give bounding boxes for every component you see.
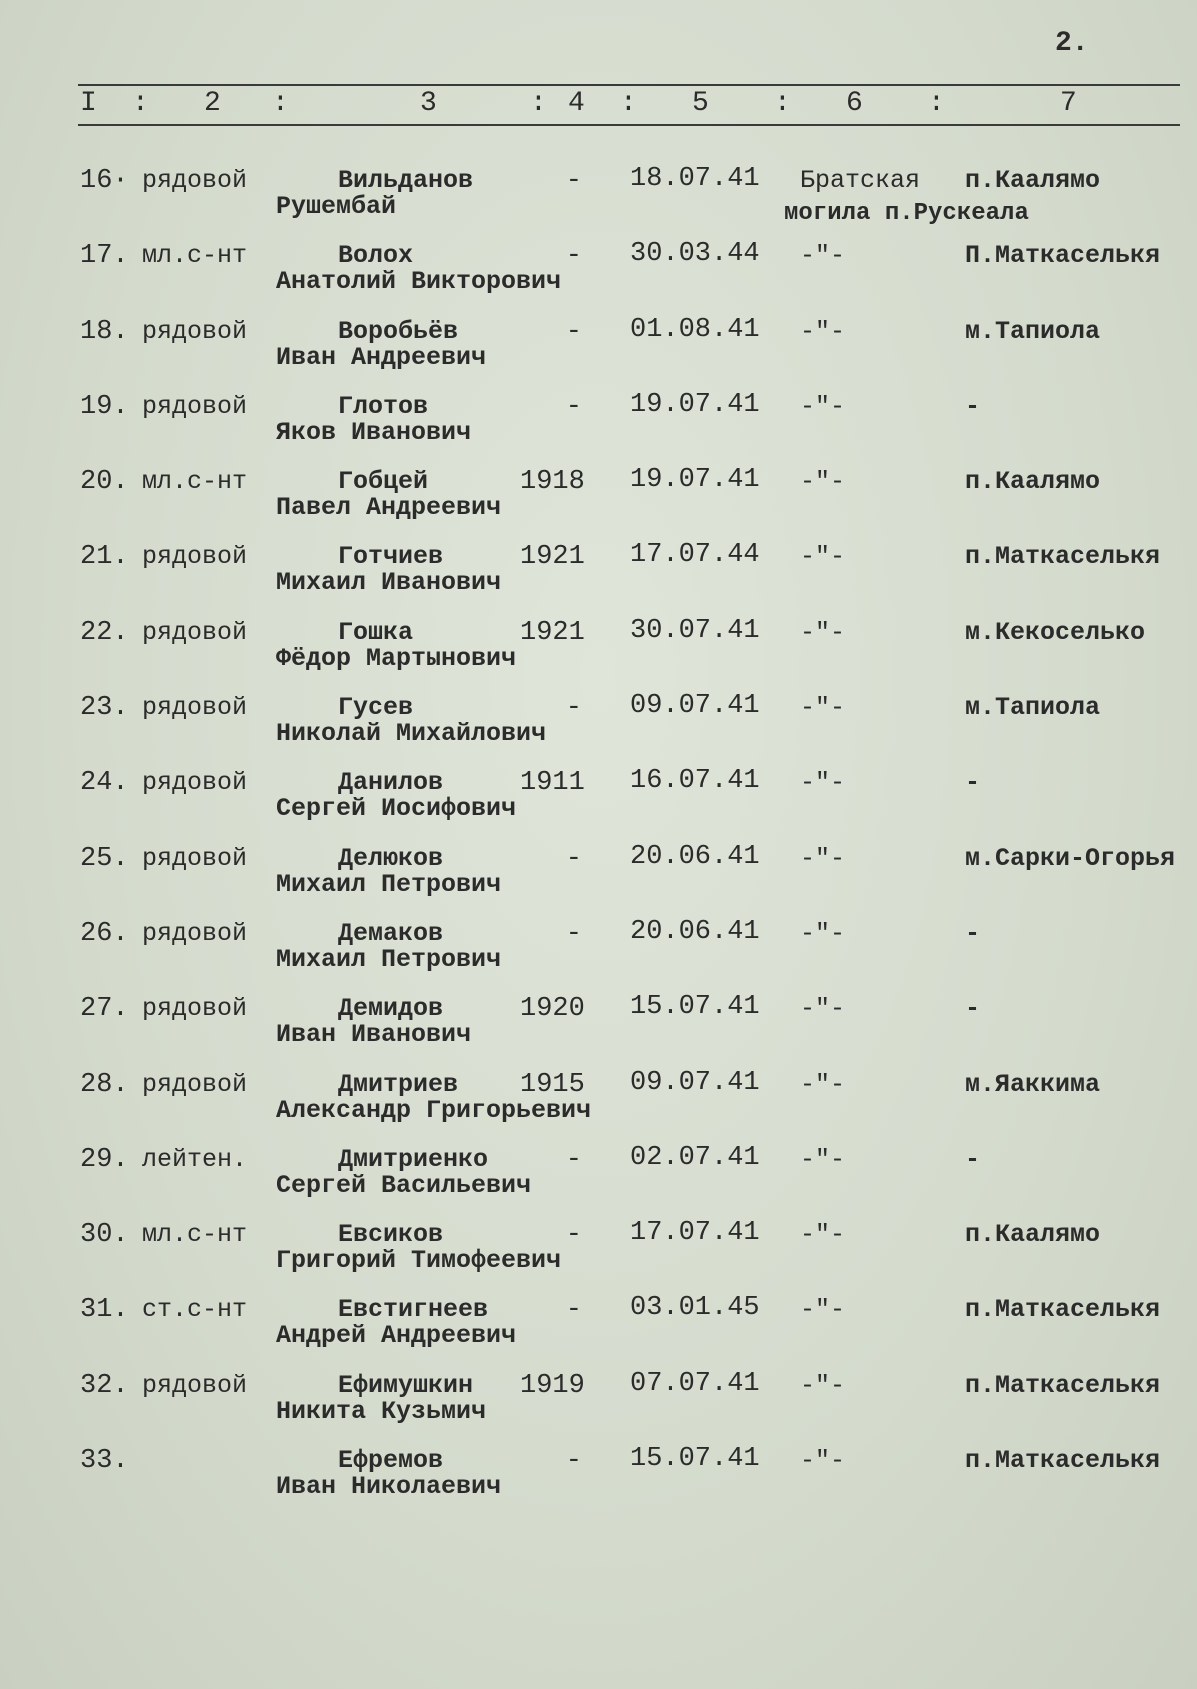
row-surname: Ефремов bbox=[338, 1446, 444, 1476]
row-burial: -"- bbox=[800, 768, 846, 798]
row-burial: -"- bbox=[800, 1370, 846, 1400]
row-surname: Вильданов bbox=[338, 166, 474, 195]
row-given-name: Иван Андреевич bbox=[276, 342, 487, 372]
table-row bbox=[0, 538, 1197, 613]
row-rank: рядовой bbox=[142, 166, 248, 195]
row-surname: Делюков bbox=[338, 843, 444, 873]
table-row bbox=[0, 313, 1197, 388]
row-birth-year: 1915 bbox=[520, 1069, 585, 1100]
row-surname: Ефимушкин bbox=[338, 1370, 474, 1400]
row-place: П.Маткаселькя bbox=[965, 241, 1161, 271]
row-burial-note: могила п.Рускеала bbox=[784, 200, 1029, 227]
row-number: 33. bbox=[80, 1446, 129, 1477]
row-burial: -"- bbox=[800, 467, 846, 497]
row-number: 25. bbox=[80, 843, 129, 874]
row-rank: рядовой bbox=[142, 316, 248, 346]
row-place: м.Яаккима bbox=[965, 1069, 1101, 1099]
row-date: 30.07.41 bbox=[630, 615, 760, 646]
row-given-name: Григорий Тимофеевич bbox=[276, 1246, 562, 1276]
row-number: 23. bbox=[80, 693, 129, 724]
row-date: 01.08.41 bbox=[630, 314, 760, 345]
row-place: м.Тапиола bbox=[965, 693, 1101, 723]
row-place: п.Маткаселькя bbox=[965, 1370, 1161, 1400]
row-date: 20.06.41 bbox=[630, 841, 760, 872]
row-rank: рядовой bbox=[142, 542, 248, 572]
table-row bbox=[0, 1367, 1197, 1442]
header-rule-bottom bbox=[78, 124, 1180, 126]
table-row bbox=[0, 764, 1197, 839]
records-list bbox=[0, 162, 1197, 1517]
row-burial: -"- bbox=[800, 693, 846, 723]
row-rank: рядовой bbox=[142, 1370, 248, 1400]
row-burial: -"- bbox=[800, 241, 846, 271]
row-birth-year: 1921 bbox=[520, 542, 585, 573]
row-surname: Данилов bbox=[338, 768, 444, 798]
row-date: 20.06.41 bbox=[630, 916, 760, 947]
header-col-4: 4 bbox=[568, 88, 585, 119]
table-row bbox=[0, 689, 1197, 764]
row-birth-year: - bbox=[565, 693, 582, 724]
row-number: 19. bbox=[80, 391, 129, 422]
row-burial: -"- bbox=[800, 1220, 846, 1250]
table-row bbox=[0, 614, 1197, 689]
header-sep-1: : bbox=[132, 88, 149, 119]
row-burial: -"- bbox=[800, 994, 846, 1024]
table-row bbox=[0, 388, 1197, 463]
row-birth-year: 1918 bbox=[520, 467, 585, 498]
row-birth-year: - bbox=[565, 1446, 582, 1477]
row-date: 30.03.44 bbox=[630, 239, 760, 270]
row-place: - bbox=[965, 391, 981, 421]
row-given-name: Сергей Иосифович bbox=[276, 794, 517, 824]
row-date: 09.07.41 bbox=[630, 1067, 760, 1098]
header-sep-2: : bbox=[272, 88, 289, 119]
row-birth-year: - bbox=[565, 1144, 582, 1175]
row-given-name: Иван Николаевич bbox=[276, 1472, 502, 1502]
row-number: 21. bbox=[80, 542, 129, 573]
row-given-name: Николай Михайлович bbox=[276, 719, 547, 749]
row-surname: Гусев bbox=[338, 693, 414, 723]
row-number: 31. bbox=[80, 1295, 129, 1326]
row-surname: Дмитриенко bbox=[338, 1144, 489, 1174]
row-given-name: Сергей Васильевич bbox=[276, 1170, 532, 1200]
row-birth-year: - bbox=[565, 918, 582, 949]
row-date: 07.07.41 bbox=[630, 1368, 760, 1399]
row-birth-year: 1911 bbox=[520, 768, 585, 799]
table-row bbox=[0, 990, 1197, 1065]
row-place: - bbox=[965, 768, 981, 798]
row-place: м.Тапиола bbox=[965, 316, 1101, 346]
row-burial: -"- bbox=[800, 1069, 846, 1099]
table-row bbox=[0, 463, 1197, 538]
header-col-2: 2 bbox=[204, 88, 221, 119]
row-number: 32. bbox=[80, 1370, 129, 1401]
row-rank: мл.с-нт bbox=[142, 241, 248, 271]
row-surname: Евсиков bbox=[338, 1220, 444, 1250]
row-place: м.Сарки-Огорья bbox=[965, 843, 1176, 873]
row-given-name: Михаил Петрович bbox=[276, 869, 502, 899]
table-row bbox=[0, 237, 1197, 312]
row-birth-year: - bbox=[565, 166, 582, 196]
row-given-name: Павел Андреевич bbox=[276, 493, 502, 523]
row-date: 16.07.41 bbox=[630, 766, 760, 797]
row-place: п.Маткаселькя bbox=[965, 1446, 1161, 1476]
row-burial: -"- bbox=[800, 1295, 846, 1325]
header-col-7: 7 bbox=[1060, 88, 1077, 119]
table-row bbox=[0, 1291, 1197, 1366]
row-rank: рядовой bbox=[142, 843, 248, 873]
row-burial: -"- bbox=[800, 843, 846, 873]
row-number: 24. bbox=[80, 768, 129, 799]
row-place: п.Маткаселькя bbox=[965, 542, 1161, 572]
row-given-name: Михаил Петрович bbox=[276, 944, 502, 974]
header-col-3: 3 bbox=[420, 88, 437, 119]
table-row bbox=[0, 1066, 1197, 1141]
row-birth-year: - bbox=[565, 1220, 582, 1251]
row-date: 19.07.41 bbox=[630, 389, 760, 420]
row-date: 03.01.45 bbox=[630, 1293, 760, 1324]
row-number: 18. bbox=[80, 316, 129, 347]
row-date: 15.07.41 bbox=[630, 1444, 760, 1475]
table-row bbox=[0, 840, 1197, 915]
table-row bbox=[0, 1216, 1197, 1291]
row-rank: рядовой bbox=[142, 768, 248, 798]
header-sep-6: : bbox=[928, 88, 945, 119]
row-birth-year: - bbox=[565, 843, 582, 874]
row-burial: -"- bbox=[800, 617, 846, 647]
row-place: - bbox=[965, 994, 981, 1024]
row-rank: рядовой bbox=[142, 918, 248, 948]
row-surname: Дмитриев bbox=[338, 1069, 459, 1099]
row-birth-year: 1920 bbox=[520, 994, 585, 1025]
row-place: п.Маткаселькя bbox=[965, 1295, 1161, 1325]
row-number: 16· bbox=[80, 166, 129, 196]
row-burial: -"- bbox=[800, 542, 846, 572]
row-birth-year: - bbox=[565, 1295, 582, 1326]
row-number: 17. bbox=[80, 241, 129, 272]
row-given-name: Андрей Андреевич bbox=[276, 1321, 517, 1351]
row-date: 09.07.41 bbox=[630, 691, 760, 722]
row-date: 17.07.44 bbox=[630, 540, 760, 571]
header-sep-4: : bbox=[620, 88, 637, 119]
page-number: 2. bbox=[1055, 28, 1089, 59]
row-burial: Братская bbox=[800, 166, 921, 195]
row-rank: рядовой bbox=[142, 617, 248, 647]
row-surname: Евстигнеев bbox=[338, 1295, 489, 1325]
row-date: 15.07.41 bbox=[630, 992, 760, 1023]
row-burial: -"- bbox=[800, 391, 846, 421]
header-col-5: 5 bbox=[692, 88, 709, 119]
row-given-name: Никита Кузьмич bbox=[276, 1396, 487, 1426]
row-rank: рядовой bbox=[142, 1069, 248, 1099]
row-place: м.Кекоселько bbox=[965, 617, 1146, 647]
row-rank: ст.с-нт bbox=[142, 1295, 248, 1325]
header-col-1: I bbox=[80, 88, 97, 119]
row-birth-year: - bbox=[565, 391, 582, 422]
row-number: 22. bbox=[80, 617, 129, 648]
row-given-name: Рушембай bbox=[276, 192, 397, 221]
header-col-6: 6 bbox=[846, 88, 863, 119]
row-number: 28. bbox=[80, 1069, 129, 1100]
row-rank: мл.с-нт bbox=[142, 1220, 248, 1250]
column-header bbox=[0, 86, 1197, 122]
row-date: 17.07.41 bbox=[630, 1218, 760, 1249]
row-place: п.Каалямо bbox=[965, 1220, 1101, 1250]
row-rank: рядовой bbox=[142, 693, 248, 723]
header-sep-3: : bbox=[530, 88, 547, 119]
row-date: 19.07.41 bbox=[630, 465, 760, 496]
row-birth-year: 1921 bbox=[520, 617, 585, 648]
header-sep-5: : bbox=[774, 88, 791, 119]
row-number: 29. bbox=[80, 1144, 129, 1175]
row-rank: рядовой bbox=[142, 391, 248, 421]
row-birth-year: - bbox=[565, 316, 582, 347]
row-place: п.Каалямо bbox=[965, 166, 1101, 195]
row-given-name: Анатолий Викторович bbox=[276, 267, 562, 297]
row-given-name: Яков Иванович bbox=[276, 417, 472, 447]
row-surname: Демидов bbox=[338, 994, 444, 1024]
table-row bbox=[0, 162, 1197, 237]
row-surname: Гошка bbox=[338, 617, 414, 647]
row-number: 30. bbox=[80, 1220, 129, 1251]
row-number: 27. bbox=[80, 994, 129, 1025]
row-place: - bbox=[965, 1144, 981, 1174]
row-birth-year: 1919 bbox=[520, 1370, 585, 1401]
row-given-name: Александр Григорьевич bbox=[276, 1095, 592, 1125]
row-number: 26. bbox=[80, 918, 129, 949]
row-surname: Готчиев bbox=[338, 542, 444, 572]
row-place: п.Каалямо bbox=[965, 467, 1101, 497]
row-given-name: Иван Иванович bbox=[276, 1020, 472, 1050]
row-burial: -"- bbox=[800, 1446, 846, 1476]
row-rank: лейтен. bbox=[142, 1144, 248, 1174]
row-place: - bbox=[965, 918, 981, 948]
row-surname: Гобцей bbox=[338, 467, 429, 497]
row-surname: Воробьёв bbox=[338, 316, 459, 346]
row-given-name: Михаил Иванович bbox=[276, 568, 502, 598]
row-burial: -"- bbox=[800, 1144, 846, 1174]
row-rank: мл.с-нт bbox=[142, 467, 248, 497]
row-burial: -"- bbox=[800, 316, 846, 346]
row-rank: рядовой bbox=[142, 994, 248, 1024]
table-row bbox=[0, 915, 1197, 990]
row-surname: Глотов bbox=[338, 391, 429, 421]
row-surname: Демаков bbox=[338, 918, 444, 948]
row-burial: -"- bbox=[800, 918, 846, 948]
row-date: 02.07.41 bbox=[630, 1142, 760, 1173]
row-number: 20. bbox=[80, 467, 129, 498]
table-row bbox=[0, 1141, 1197, 1216]
row-birth-year: - bbox=[565, 241, 582, 272]
table-row bbox=[0, 1442, 1197, 1517]
row-date: 18.07.41 bbox=[630, 164, 760, 194]
row-surname: Волох bbox=[338, 241, 414, 271]
row-given-name: Фёдор Мартынович bbox=[276, 643, 517, 673]
